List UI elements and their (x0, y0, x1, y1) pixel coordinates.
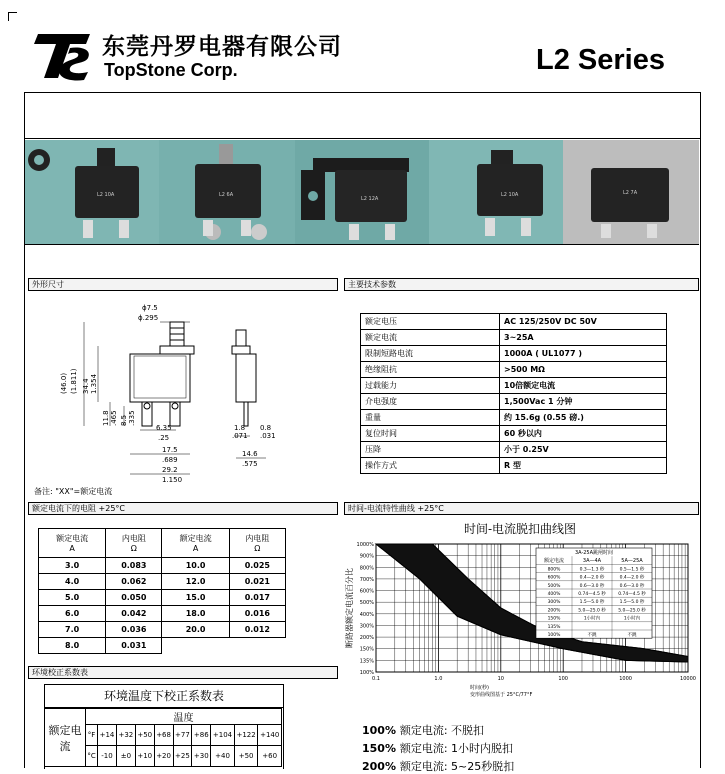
correction-table (44, 708, 282, 767)
inset-cell: 1.5—5.0 秒 (619, 600, 645, 606)
resistance-cell: 0.062 (106, 574, 162, 590)
correction-cell: +68 (154, 725, 173, 746)
inset-cell: 5.0—25.0 秒 (578, 608, 606, 614)
resistance-cell: 4.0 (39, 574, 106, 590)
dim-689: .689 (162, 456, 178, 464)
product-photo-1 (25, 140, 160, 244)
resistance-cell: 5.0 (39, 590, 106, 606)
spec-value: 1000A ( UL1077 ) (500, 346, 667, 362)
resistance-cell: 12.0 (162, 574, 229, 590)
correction-unit: °C (86, 746, 98, 767)
dim-phi295: ϕ.295 (138, 314, 159, 322)
spec-label: 介电强度 (361, 394, 500, 410)
correction-cell: ±0 (116, 746, 135, 767)
inset-cell: 300% (547, 600, 561, 606)
correction-title: 环境温度下校正系数表 (45, 685, 283, 708)
photo-5-label: L2 7A (623, 190, 638, 196)
dim-344: 34.4 (82, 378, 90, 394)
x-axis-label-2: 变形曲线图基于 25°C/77°F (470, 692, 533, 698)
spec-value: 约 15.6g (0.55 磅.) (500, 410, 667, 426)
y-tick-label: 100% (359, 670, 374, 676)
y-tick-label: 400% (359, 611, 374, 618)
inset-cell: 800% (547, 567, 561, 573)
spec-row (361, 362, 667, 378)
product-photo-5 (563, 140, 699, 244)
legend-200: 200% 额定电流: 5~25秒脱扣 (362, 760, 515, 773)
x-tick-label: 10000 (680, 676, 696, 682)
spec-label: 限制短路电流 (361, 346, 500, 362)
y-tick-label: 600% (359, 588, 374, 595)
resistance-cell: 0.050 (106, 590, 162, 606)
spec-row (361, 426, 667, 442)
resistance-cell (162, 638, 229, 654)
spec-row (361, 378, 667, 394)
y-tick-label: 500% (359, 600, 374, 607)
y-axis-label: 断路器额定电流百分比 (345, 568, 354, 648)
resistance-cell: 0.012 (229, 622, 285, 638)
spec-row (361, 346, 667, 362)
dim-465: .465 (110, 410, 118, 426)
correction-cell: +10 (135, 746, 154, 767)
dim-635: 6.35 (156, 424, 172, 432)
y-tick-label: 135% (359, 658, 374, 665)
inset-cell: 0.3—1.3 秒 (579, 567, 605, 573)
spec-value: 1,500Vac 1 分钟 (500, 394, 667, 410)
dimension-note: 备注: "XX"=额定电流 (34, 487, 113, 496)
x-tick-label: 10 (497, 676, 504, 682)
resistance-header: 额定电流 A (39, 529, 106, 558)
dim-1150: 1.150 (162, 476, 183, 484)
spec-value: >500 MΩ (500, 362, 667, 378)
inset-cell: 不跳 (627, 633, 637, 638)
resistance-cell: 0.017 (229, 590, 285, 606)
spec-value: AC 125/250V DC 50V (500, 314, 667, 330)
chart-title: 时间-电流脱扣曲线图 (463, 522, 577, 536)
inset-cell: 200% (547, 608, 561, 614)
curve-legend (362, 722, 514, 774)
resistance-row (39, 638, 286, 654)
inset-header: 5A—25A (621, 558, 643, 565)
photo-2-label: L2 6A (219, 192, 234, 198)
y-tick-label: 700% (359, 576, 374, 583)
spec-value: 3~25A (500, 330, 667, 346)
dim-46: (46.0) (60, 372, 68, 394)
inset-cell: 1小时内 (583, 616, 601, 622)
correction-cell: +50 (234, 746, 258, 767)
correction-cell: +20 (154, 746, 173, 767)
resistance-row (39, 622, 286, 638)
correction-temp-label: 温度 (86, 709, 282, 725)
spec-table (360, 313, 667, 474)
inset-cell: 不跳 (587, 633, 597, 638)
resistance-cell: 6.0 (39, 606, 106, 622)
spec-value: 小于 0.25V (500, 442, 667, 458)
spec-row (361, 330, 667, 346)
dim-1354: 1.354 (90, 373, 98, 394)
spec-label: 重量 (361, 410, 500, 426)
inset-cell: 5.0—25.0 秒 (618, 608, 646, 614)
resistance-row (39, 558, 286, 574)
resistance-cell: 7.0 (39, 622, 106, 638)
correction-cell: +104 (211, 725, 235, 746)
x-axis-label: 时间(秒) (470, 685, 489, 691)
inset-header: 3A—4A (582, 558, 602, 565)
resistance-row (39, 574, 286, 590)
correction-cell: +77 (173, 725, 192, 746)
dim-146: 14.6 (242, 450, 258, 458)
y-tick-label: 150% (359, 646, 374, 653)
correction-row-label: 额定电流 (45, 709, 86, 767)
section-dimensions: 外形尺寸 (28, 278, 338, 291)
spec-label: 复位时间 (361, 426, 500, 442)
spec-label: 操作方式 (361, 458, 500, 474)
y-tick-label: 900% (359, 553, 374, 560)
spec-value: 10倍额定电流 (500, 378, 667, 394)
legend-100: 100% 额定电流: 不脱扣 (362, 724, 485, 737)
correction-cell: +140 (258, 725, 282, 746)
resistance-cell: 10.0 (162, 558, 229, 574)
dim-18: 1.8 (234, 424, 246, 432)
spec-value: 60 秒以内 (500, 426, 667, 442)
correction-cell: +122 (234, 725, 258, 746)
spec-row (361, 314, 667, 330)
y-tick-label: 300% (359, 623, 374, 630)
resistance-cell: 15.0 (162, 590, 229, 606)
trip-curve-chart (340, 518, 700, 698)
inset-title: 3A-25A跳闸时间 (574, 550, 614, 556)
inset-cell: 0.5—1.5 秒 (619, 567, 645, 573)
inset-cell: 1.5—5.0 秒 (579, 600, 605, 606)
spec-row (361, 410, 667, 426)
spec-label: 绝缘阻抗 (361, 362, 500, 378)
y-tick-label: 1000% (356, 542, 374, 548)
resistance-table (38, 528, 286, 654)
correction-cell: +40 (211, 746, 235, 767)
inset-cell: 0.74—4.5 秒 (578, 592, 606, 597)
y-tick-label: 800% (359, 565, 374, 572)
resistance-cell: 20.0 (162, 622, 229, 638)
resistance-cell: 0.042 (106, 606, 162, 622)
dim-071: .071 (232, 432, 248, 440)
product-photo-3 (295, 140, 430, 244)
inset-cell: 135% (547, 624, 561, 630)
dim-031: .031 (260, 432, 276, 440)
product-photo-2 (159, 140, 296, 244)
inset-cell: 1小时内 (623, 616, 641, 622)
correction-cell: +30 (192, 746, 211, 767)
section-specs: 主要技术参数 (344, 278, 699, 291)
spec-label: 额定电压 (361, 314, 500, 330)
spec-label: 额定电流 (361, 330, 500, 346)
section-resistance: 额定电流下的电阻 +25°C (28, 502, 338, 515)
dim-85: 8.5 (120, 414, 128, 426)
x-tick-label: 1000 (619, 676, 632, 682)
resistance-header: 内电阻 Ω (106, 529, 162, 558)
inset-cell: 400% (547, 592, 561, 597)
section-correction: 环境校正系数表 (28, 666, 338, 679)
x-tick-label: 100 (558, 676, 568, 682)
resistance-row (39, 606, 286, 622)
resistance-header-row (39, 529, 286, 558)
spec-row (361, 394, 667, 410)
photo-strip-top-rule (24, 138, 700, 139)
series-title: L2 Series (536, 44, 665, 76)
resistance-cell: 0.031 (106, 638, 162, 654)
photo-4-label: L2 10A (501, 192, 519, 198)
spec-label: 过载能力 (361, 378, 500, 394)
correction-cell: +50 (135, 725, 154, 746)
correction-cell: -10 (98, 746, 117, 767)
resistance-cell: 18.0 (162, 606, 229, 622)
correction-cell: +86 (192, 725, 211, 746)
dim-575: .575 (242, 460, 258, 468)
dimension-drawing (30, 298, 330, 498)
resistance-row (39, 590, 286, 606)
legend-150: 150% 额定电流: 1小时内脱扣 (362, 742, 514, 755)
y-tick-label: 200% (359, 635, 374, 642)
resistance-cell: 0.016 (229, 606, 285, 622)
inset-cell: 0.4—2.0 秒 (619, 575, 645, 581)
resistance-cell: 8.0 (39, 638, 106, 654)
dim-292: 29.2 (162, 466, 178, 474)
dim-175: 17.5 (162, 446, 178, 454)
inset-header: 额定电流 (543, 558, 565, 565)
photo-1-label: L2 10A (97, 192, 115, 198)
section-curve: 时间-电流特性曲线 +25°C (344, 502, 699, 515)
resistance-cell (229, 638, 285, 654)
spec-row (361, 458, 667, 474)
correction-cell: +14 (98, 725, 117, 746)
resistance-header: 内电阻 Ω (229, 529, 285, 558)
inset-cell: 0.6—3.0 秒 (579, 583, 605, 589)
inset-cell: 500% (547, 583, 561, 589)
correction-table-wrap (44, 684, 284, 769)
resistance-cell: 0.021 (229, 574, 285, 590)
correction-cell: +60 (258, 746, 282, 767)
photo-3-label: L2 12A (361, 196, 379, 202)
resistance-header: 额定电流 A (162, 529, 229, 558)
inset-cell: 0.4—2.0 秒 (579, 575, 605, 581)
correction-cell: +25 (173, 746, 192, 767)
spec-label: 压降 (361, 442, 500, 458)
product-photo-4 (429, 140, 564, 244)
dim-25: .25 (158, 434, 170, 442)
resistance-cell: 3.0 (39, 558, 106, 574)
spec-value: R 型 (500, 458, 667, 474)
dim-335: .335 (128, 410, 136, 426)
correction-unit: °F (86, 725, 98, 746)
inset-cell: 150% (547, 616, 561, 622)
x-tick-label: 0.1 (372, 676, 380, 682)
correction-cell: +32 (116, 725, 135, 746)
resistance-cell: 0.036 (106, 622, 162, 638)
resistance-cell: 0.025 (229, 558, 285, 574)
resistance-cell: 0.083 (106, 558, 162, 574)
spec-row (361, 442, 667, 458)
inset-cell: 0.6—3.0 秒 (619, 583, 645, 589)
company-name-cn: 东莞丹罗电器有限公司 (102, 33, 342, 60)
product-photo-strip (25, 140, 699, 245)
dim-phi75: ϕ7.5 (142, 304, 158, 312)
x-tick-label: 1.0 (434, 676, 443, 682)
inset-cell: 0.74—4.5 秒 (618, 592, 646, 597)
dim-08: 0.8 (260, 424, 272, 432)
company-logo (30, 30, 96, 82)
dim-118: 11.8 (102, 410, 110, 426)
inset-cell: 100% (547, 633, 561, 638)
inset-cell: 600% (547, 575, 561, 581)
corner-mark (8, 12, 17, 21)
dim-1811: (1.811) (70, 368, 78, 394)
company-name-en: TopStone Corp. (104, 60, 238, 80)
